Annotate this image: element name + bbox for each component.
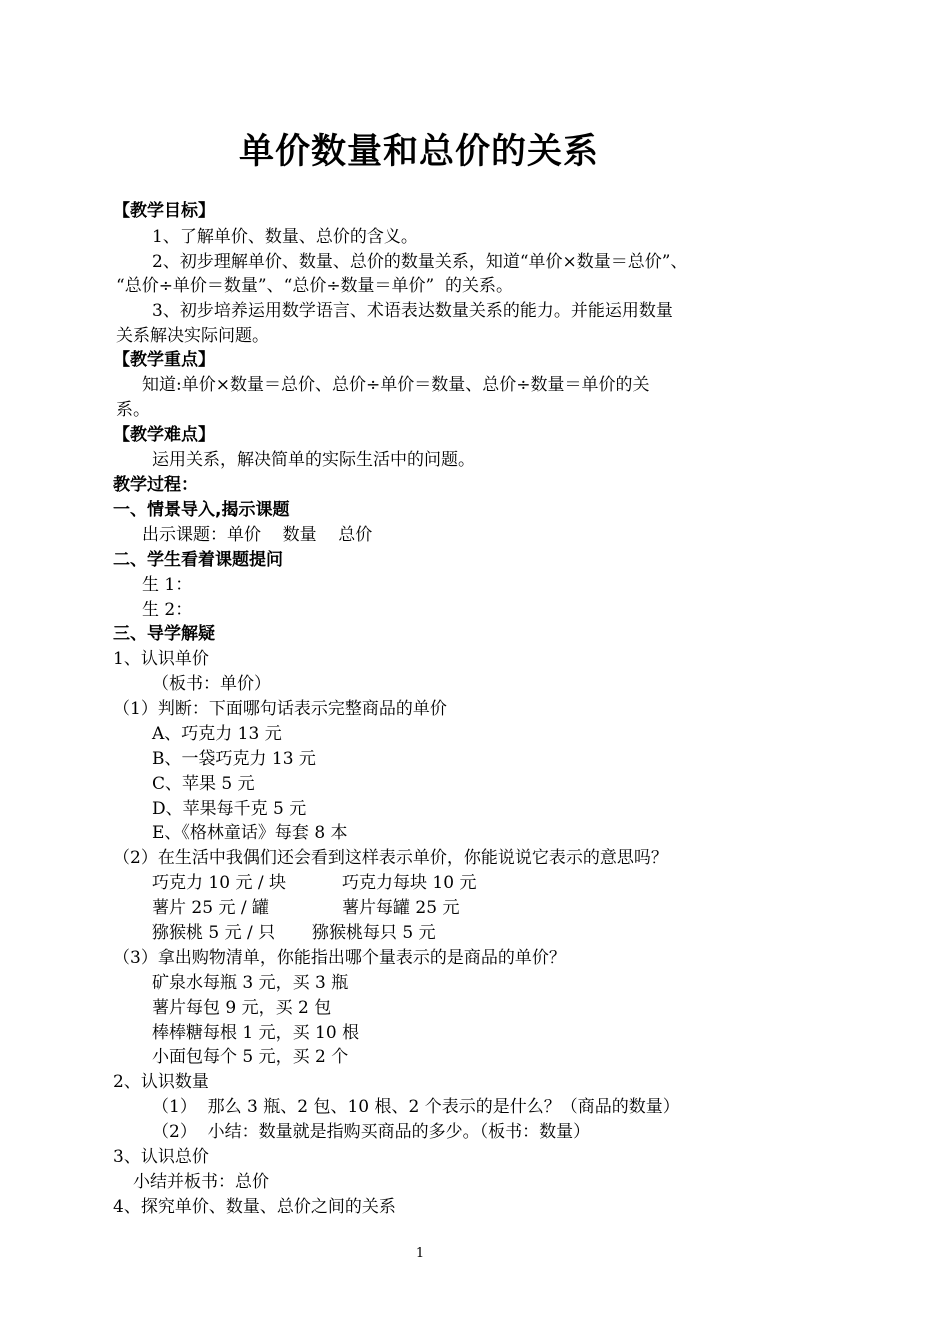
text-line: 小结并板书：总价 xyxy=(133,1172,269,1192)
text-line: “总价÷单价＝数量”、“总价÷数量＝单价” 的关系。 xyxy=(116,276,514,296)
text-line: 3、认识总价 xyxy=(113,1147,209,1167)
page-title: 单价数量和总价的关系 xyxy=(238,132,599,172)
text-line: 生 1： xyxy=(142,575,193,595)
text-line: A、巧克力 13 元 xyxy=(152,724,282,744)
text-line: 矿泉水每瓶 3 元，买 3 瓶 xyxy=(152,973,349,993)
text-line: 系。 xyxy=(116,400,150,420)
text-line: 薯片 25 元 / 罐 xyxy=(152,898,269,918)
text-line: 2、初步理解单价、数量、总价的数量关系，知道“单价×数量＝总价”、 xyxy=(152,252,688,272)
text-line: （2）在生活中我偶们还会看到这样表示单价，你能说说它表示的意思吗？ xyxy=(113,848,668,868)
text-line: 薯片每罐 25 元 xyxy=(342,898,460,918)
section-heading: 二、学生看着课题提问 xyxy=(113,550,283,570)
text-line: 巧克力 10 元 / 块 xyxy=(152,873,286,893)
section-heading: 三、导学解疑 xyxy=(113,624,215,644)
text-line: 1、认识单价 xyxy=(113,649,209,669)
text-line: C、苹果 5 元 xyxy=(152,774,255,794)
section-heading: 一、情景导入,揭示课题 xyxy=(113,500,290,520)
text-line: 巧克力每块 10 元 xyxy=(342,873,477,893)
text-line: 知道:单价×数量＝总价、总价÷单价＝数量、总价÷数量＝单价的关 xyxy=(142,375,650,395)
section-heading: 【教学重点】 xyxy=(113,350,215,370)
text-line: （板书：单价） xyxy=(152,674,271,694)
text-line: （1）判断：下面哪句话表示完整商品的单价 xyxy=(113,699,447,719)
text-line: 3、初步培养运用数学语言、术语表达数量关系的能力。并能运用数量 xyxy=(152,301,673,321)
text-line: 生 2： xyxy=(142,600,193,620)
text-line: （1） 那么 3 瓶、2 包、10 根、2 个表示的是什么？（商品的数量） xyxy=(152,1097,680,1117)
section-heading: 【教学难点】 xyxy=(113,425,215,445)
text-line: 关系解决实际问题。 xyxy=(116,326,269,346)
text-line: 运用关系，解决简单的实际生活中的问题。 xyxy=(152,450,475,470)
text-line: 棒棒糖每根 1 元，买 10 根 xyxy=(152,1023,360,1043)
text-line: E、《格林童话》每套 8 本 xyxy=(152,823,348,843)
text-line: 薯片每包 9 元，买 2 包 xyxy=(152,998,332,1018)
text-line: （2） 小结：数量就是指购买商品的多少。（板书：数量） xyxy=(152,1122,591,1142)
text-line: 4、探究单价、数量、总价之间的关系 xyxy=(113,1197,396,1217)
section-heading: 【教学目标】 xyxy=(113,201,215,221)
text-line: 猕猴桃每只 5 元 xyxy=(312,923,436,943)
text-line: 猕猴桃 5 元 / 只 xyxy=(152,923,276,943)
text-line: 1、了解单价、数量、总价的含义。 xyxy=(152,227,418,247)
page-number: 1 xyxy=(415,1246,425,1261)
text-line: D、苹果每千克 5 元 xyxy=(152,799,307,819)
section-heading: 教学过程： xyxy=(113,475,198,495)
text-line: 小面包每个 5 元，买 2 个 xyxy=(152,1047,349,1067)
text-line: 2、认识数量 xyxy=(113,1072,209,1092)
text-line: （3）拿出购物清单，你能指出哪个量表示的是商品的单价？ xyxy=(113,948,566,968)
text-line: B、一袋巧克力 13 元 xyxy=(152,749,316,769)
text-line: 出示课题：单价 数量 总价 xyxy=(142,525,373,545)
